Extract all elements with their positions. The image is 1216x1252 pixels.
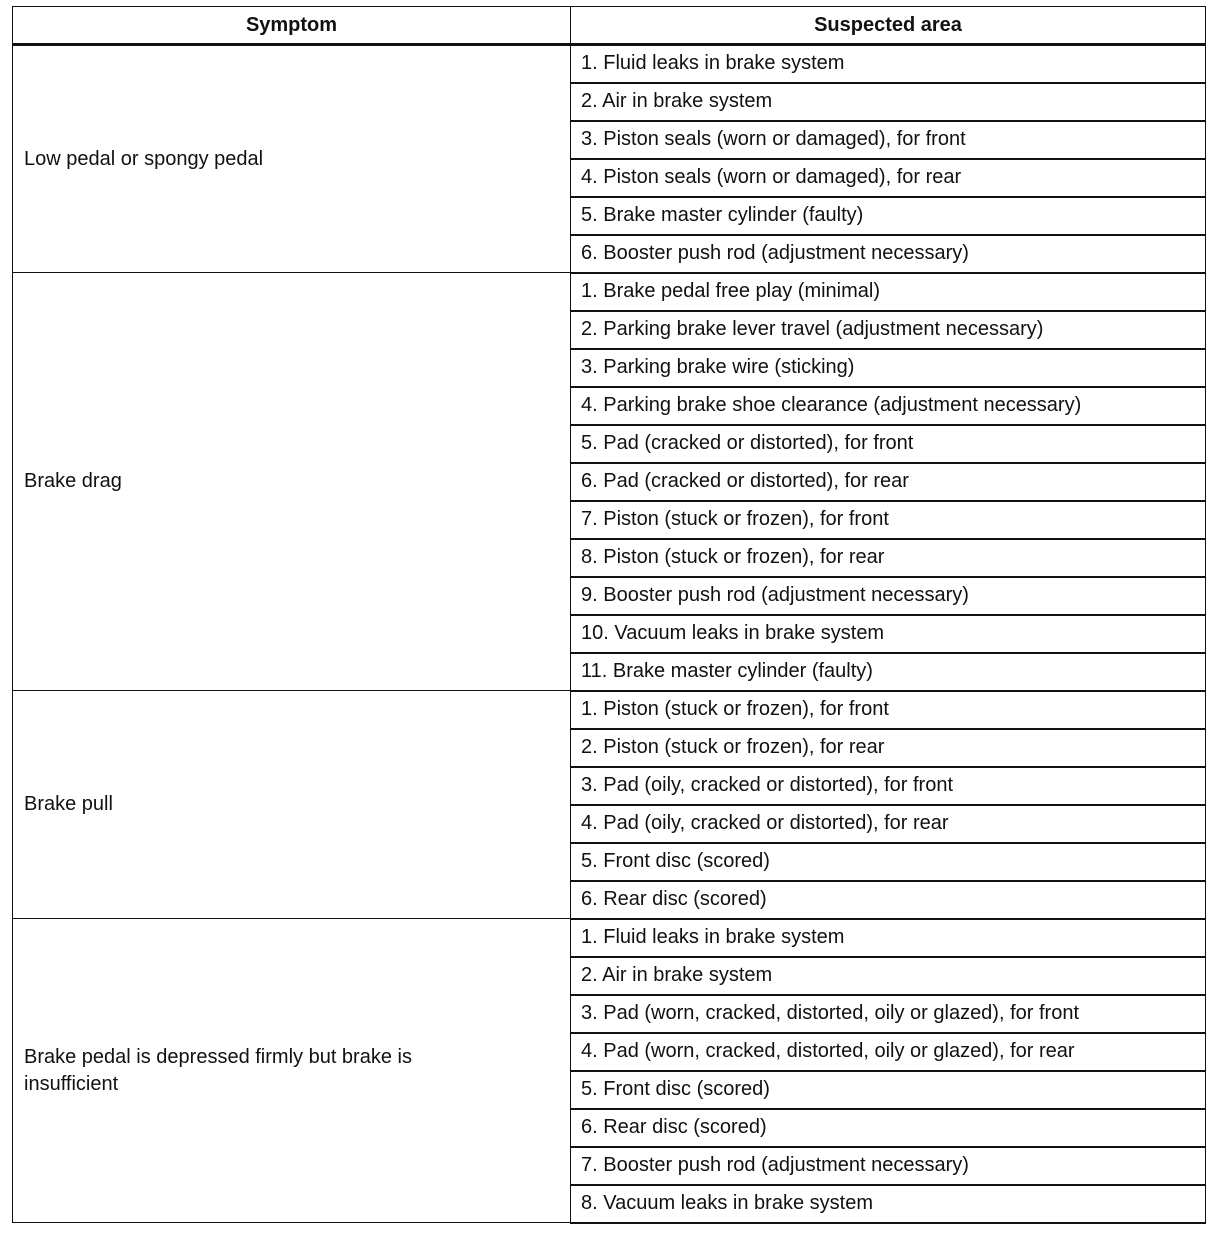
suspected-area-cell: 6. Pad (cracked or distorted), for rear: [571, 463, 1206, 501]
suspected-area-cell: 2. Parking brake lever travel (adjustment necessary): [571, 311, 1206, 349]
suspected-area-cell: 1. Piston (stuck or frozen), for front: [571, 691, 1206, 729]
suspected-area-cell: 11. Brake master cylinder (faulty): [571, 653, 1206, 691]
suspected-area-cell: 5. Front disc (scored): [571, 1071, 1206, 1109]
troubleshooting-table: [12, 6, 1206, 1224]
suspected-area-cell: 1. Brake pedal free play (minimal): [571, 273, 1206, 311]
symptom-cell: Brake pull: [13, 691, 571, 919]
suspected-area-cell: 6. Booster push rod (adjustment necessary): [571, 235, 1206, 273]
suspected-area-cell: 8. Piston (stuck or frozen), for rear: [571, 539, 1206, 577]
table-body: [13, 45, 1206, 1223]
header-row: [13, 7, 1206, 45]
table-row: [13, 691, 1206, 729]
symptom-cell: Low pedal or spongy pedal: [13, 45, 571, 273]
suspected-area-cell: 4. Pad (worn, cracked, distorted, oily or glazed), for rear: [571, 1033, 1206, 1071]
suspected-area-cell: 8. Vacuum leaks in brake system: [571, 1185, 1206, 1223]
suspected-area-cell: 10. Vacuum leaks in brake system: [571, 615, 1206, 653]
suspected-area-cell: 4. Piston seals (worn or damaged), for rear: [571, 159, 1206, 197]
table-row: [13, 273, 1206, 311]
suspected-area-cell: 7. Booster push rod (adjustment necessary): [571, 1147, 1206, 1185]
table-row: [13, 919, 1206, 957]
suspected-area-cell: 2. Piston (stuck or frozen), for rear: [571, 729, 1206, 767]
suspected-area-cell: 3. Piston seals (worn or damaged), for front: [571, 121, 1206, 159]
suspected-area-cell: 5. Front disc (scored): [571, 843, 1206, 881]
symptom-column-header: Symptom: [13, 7, 571, 45]
suspected-area-cell: 3. Parking brake wire (sticking): [571, 349, 1206, 387]
suspected-area-cell: 4. Pad (oily, cracked or distorted), for rear: [571, 805, 1206, 843]
suspected-area-cell: 5. Brake master cylinder (faulty): [571, 197, 1206, 235]
suspected-area-cell: 9. Booster push rod (adjustment necessary): [571, 577, 1206, 615]
suspected-area-cell: 6. Rear disc (scored): [571, 881, 1206, 919]
suspected-area-cell: 3. Pad (oily, cracked or distorted), for front: [571, 767, 1206, 805]
suspected-area-column-header: Suspected area: [571, 7, 1206, 45]
suspected-area-cell: 2. Air in brake system: [571, 957, 1206, 995]
table-row: [13, 45, 1206, 83]
suspected-area-cell: 4. Parking brake shoe clearance (adjustment necessary): [571, 387, 1206, 425]
suspected-area-cell: 1. Fluid leaks in brake system: [571, 919, 1206, 957]
suspected-area-cell: 5. Pad (cracked or distorted), for front: [571, 425, 1206, 463]
suspected-area-cell: 3. Pad (worn, cracked, distorted, oily or glazed), for front: [571, 995, 1206, 1033]
suspected-area-cell: 7. Piston (stuck or frozen), for front: [571, 501, 1206, 539]
suspected-area-cell: 2. Air in brake system: [571, 83, 1206, 121]
suspected-area-cell: 1. Fluid leaks in brake system: [571, 45, 1206, 83]
symptom-cell: Brake drag: [13, 273, 571, 691]
symptom-cell: Brake pedal is depressed firmly but brake is insufficient: [13, 919, 571, 1223]
suspected-area-cell: 6. Rear disc (scored): [571, 1109, 1206, 1147]
